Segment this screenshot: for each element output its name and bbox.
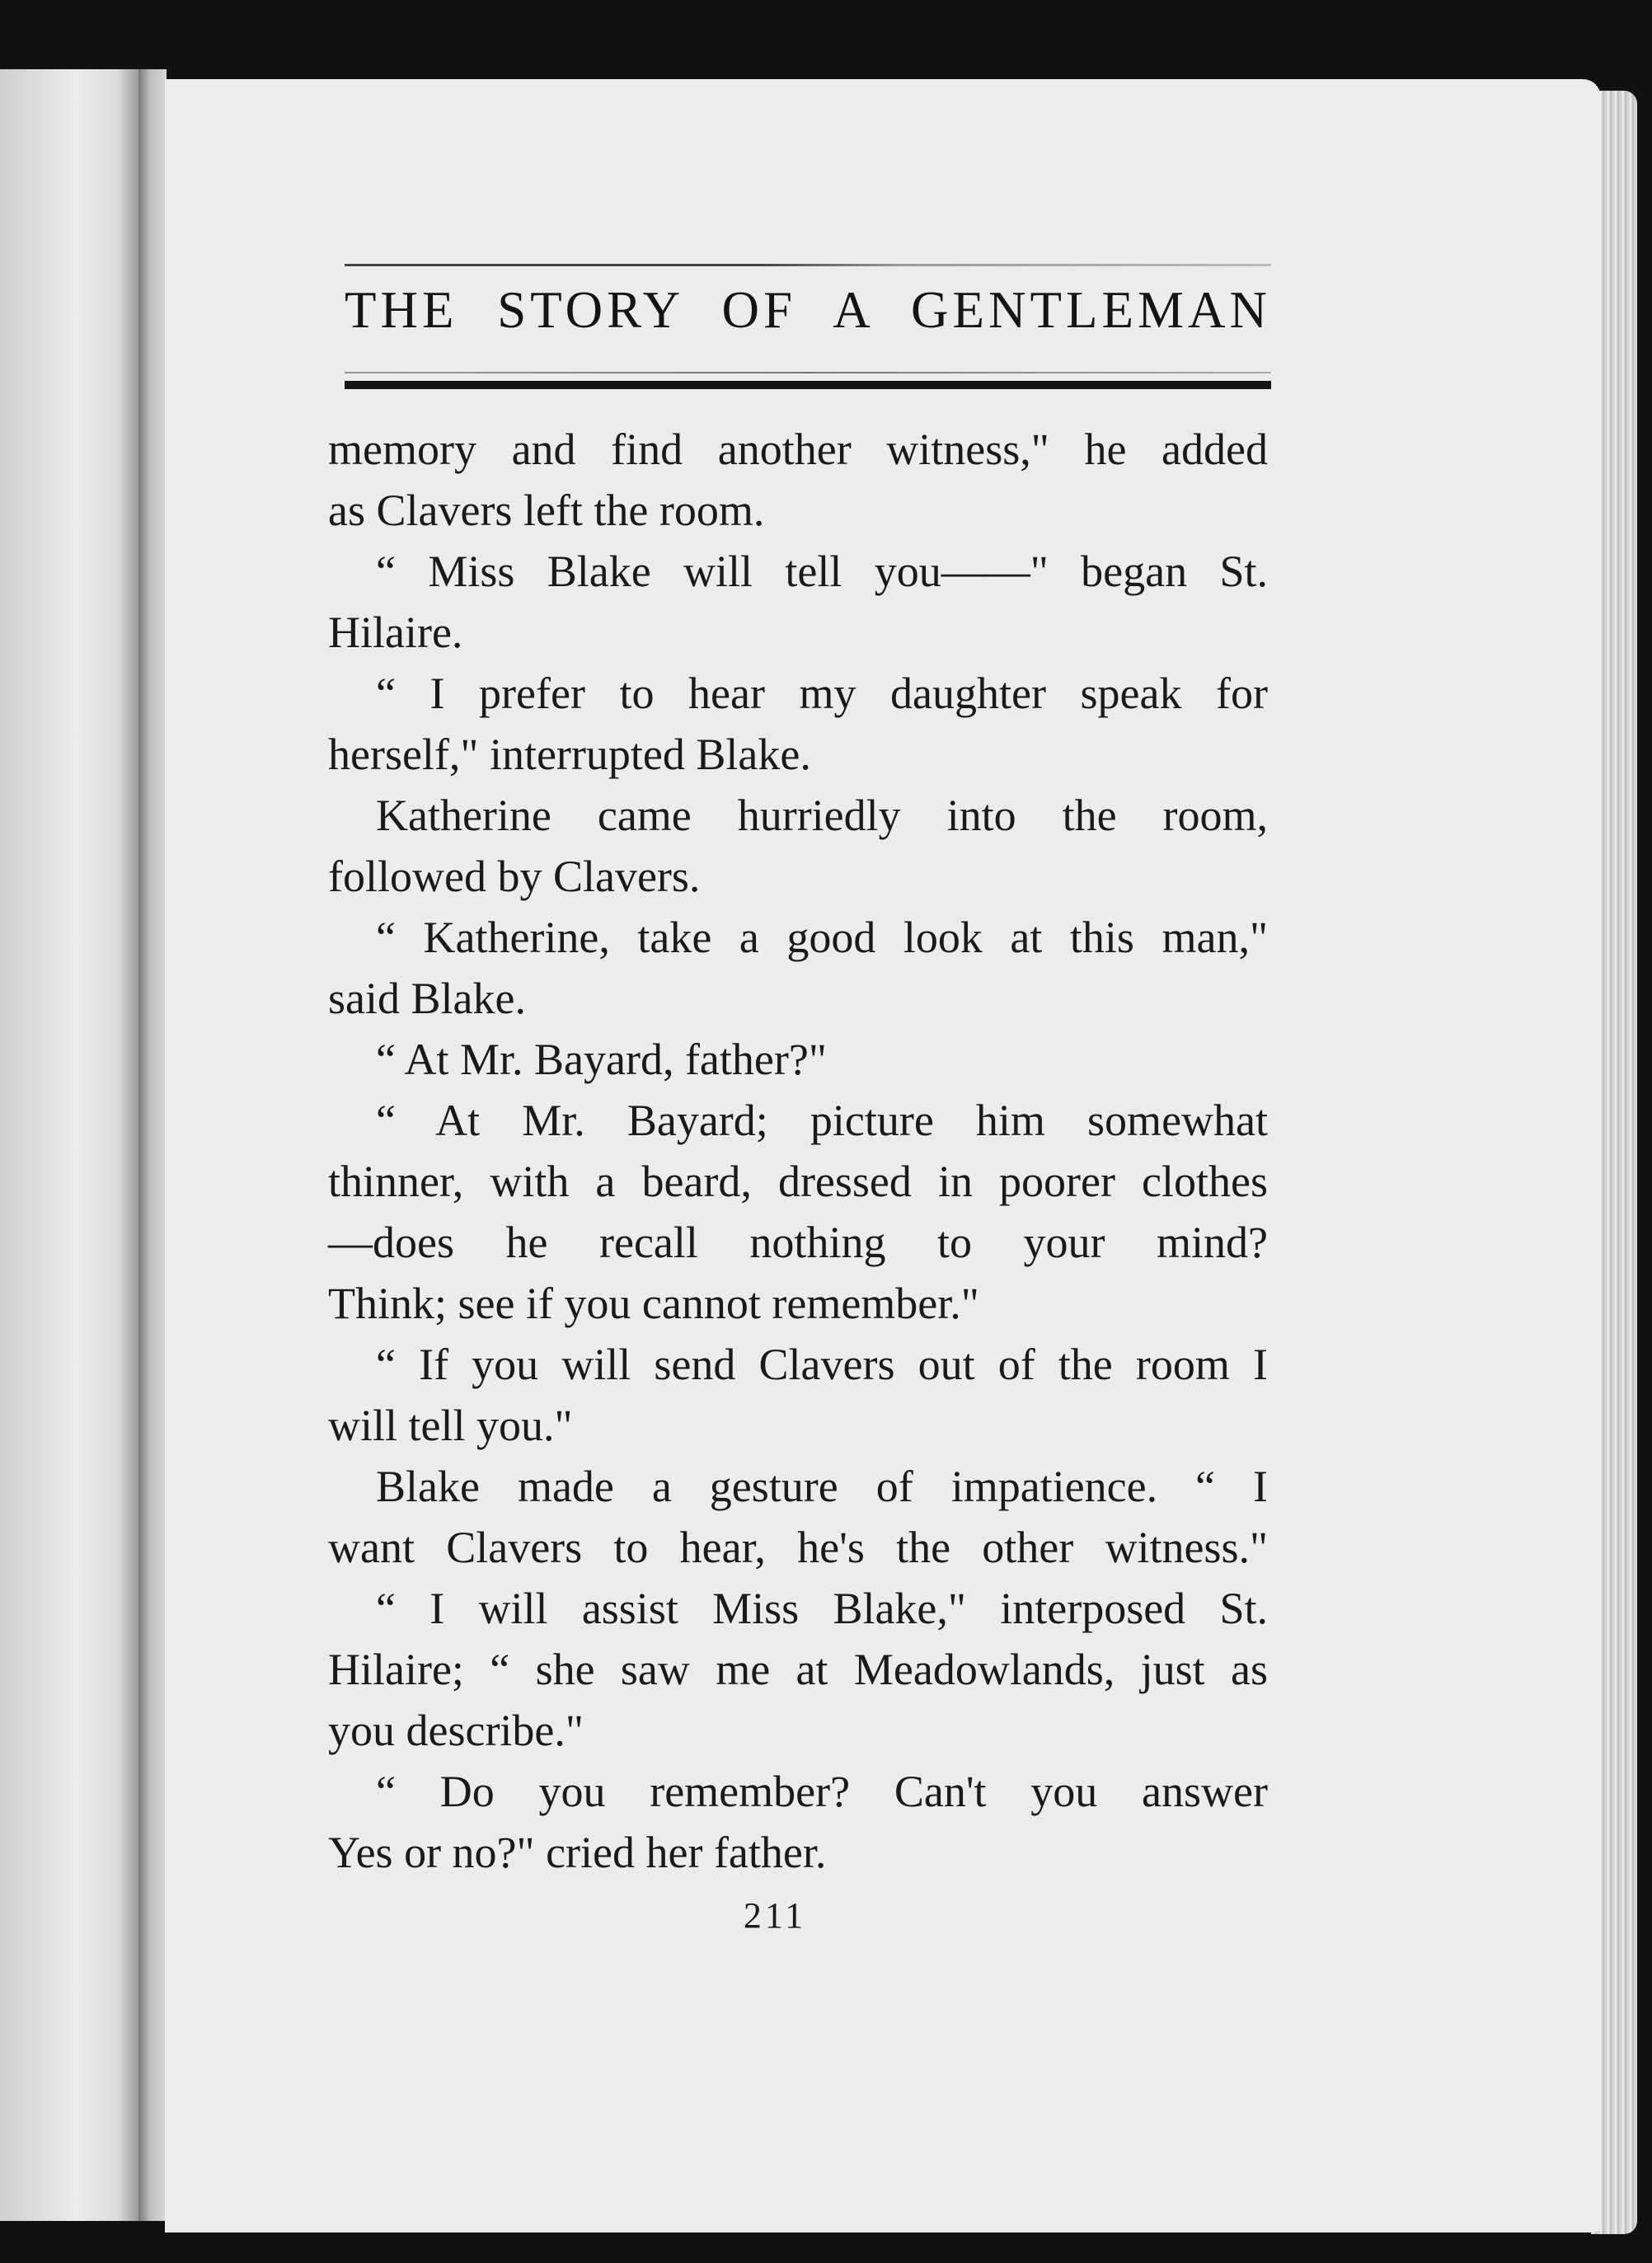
text-line: Katherine came hurriedly into the room, xyxy=(376,791,1268,840)
text-line: “ I prefer to hear my daughter speak for xyxy=(376,669,1268,718)
text-line: want Clavers to hear, he's the other witness." xyxy=(328,1523,1268,1572)
text-line: “ Miss Blake will tell you——" began St. xyxy=(376,547,1268,596)
body-text xyxy=(328,419,1268,1883)
text-line: Hilaire. xyxy=(328,608,463,657)
text-line: herself," interrupted Blake. xyxy=(328,730,811,779)
header-rule-thin xyxy=(345,372,1271,373)
text-line: followed by Clavers. xyxy=(328,852,701,901)
left-page-edge xyxy=(0,69,138,2221)
header-rule-top xyxy=(345,264,1271,266)
text-line: “ Do you remember? Can't you answer xyxy=(376,1767,1268,1816)
text-line: “ At Mr. Bayard; picture him somewhat xyxy=(376,1096,1268,1145)
text-line: thinner, with a beard, dressed in poorer clothes xyxy=(328,1157,1268,1206)
text-line: will tell you." xyxy=(328,1401,573,1450)
text-line: you describe." xyxy=(328,1706,584,1755)
page-number: 211 xyxy=(743,1895,807,1936)
text-line: Think; see if you cannot remember." xyxy=(328,1279,979,1328)
text-line: said Blake. xyxy=(328,974,526,1023)
text-line: “ I will assist Miss Blake," interposed St. xyxy=(376,1584,1268,1633)
running-title: THE STORY OF A GENTLEMAN xyxy=(345,281,1271,339)
text-line: as Clavers left the room. xyxy=(328,486,765,535)
text-line: —does he recall nothing to your mind? xyxy=(328,1218,1268,1267)
text-line: “ Katherine, take a good look at this man," xyxy=(376,913,1268,962)
text-line: “ If you will send Clavers out of the room I xyxy=(376,1340,1268,1389)
text-line: Yes or no?" cried her father. xyxy=(328,1828,827,1877)
text-line: memory and find another witness," he added xyxy=(328,425,1268,474)
text-line: “ At Mr. Bayard, father?" xyxy=(376,1035,827,1084)
text-line: Blake made a gesture of impatience. “ I xyxy=(376,1462,1268,1511)
text-line: Hilaire; “ she saw me at Meadowlands, just as xyxy=(328,1645,1268,1694)
book-gutter xyxy=(138,69,167,2221)
header-rule-bottom xyxy=(345,381,1271,389)
